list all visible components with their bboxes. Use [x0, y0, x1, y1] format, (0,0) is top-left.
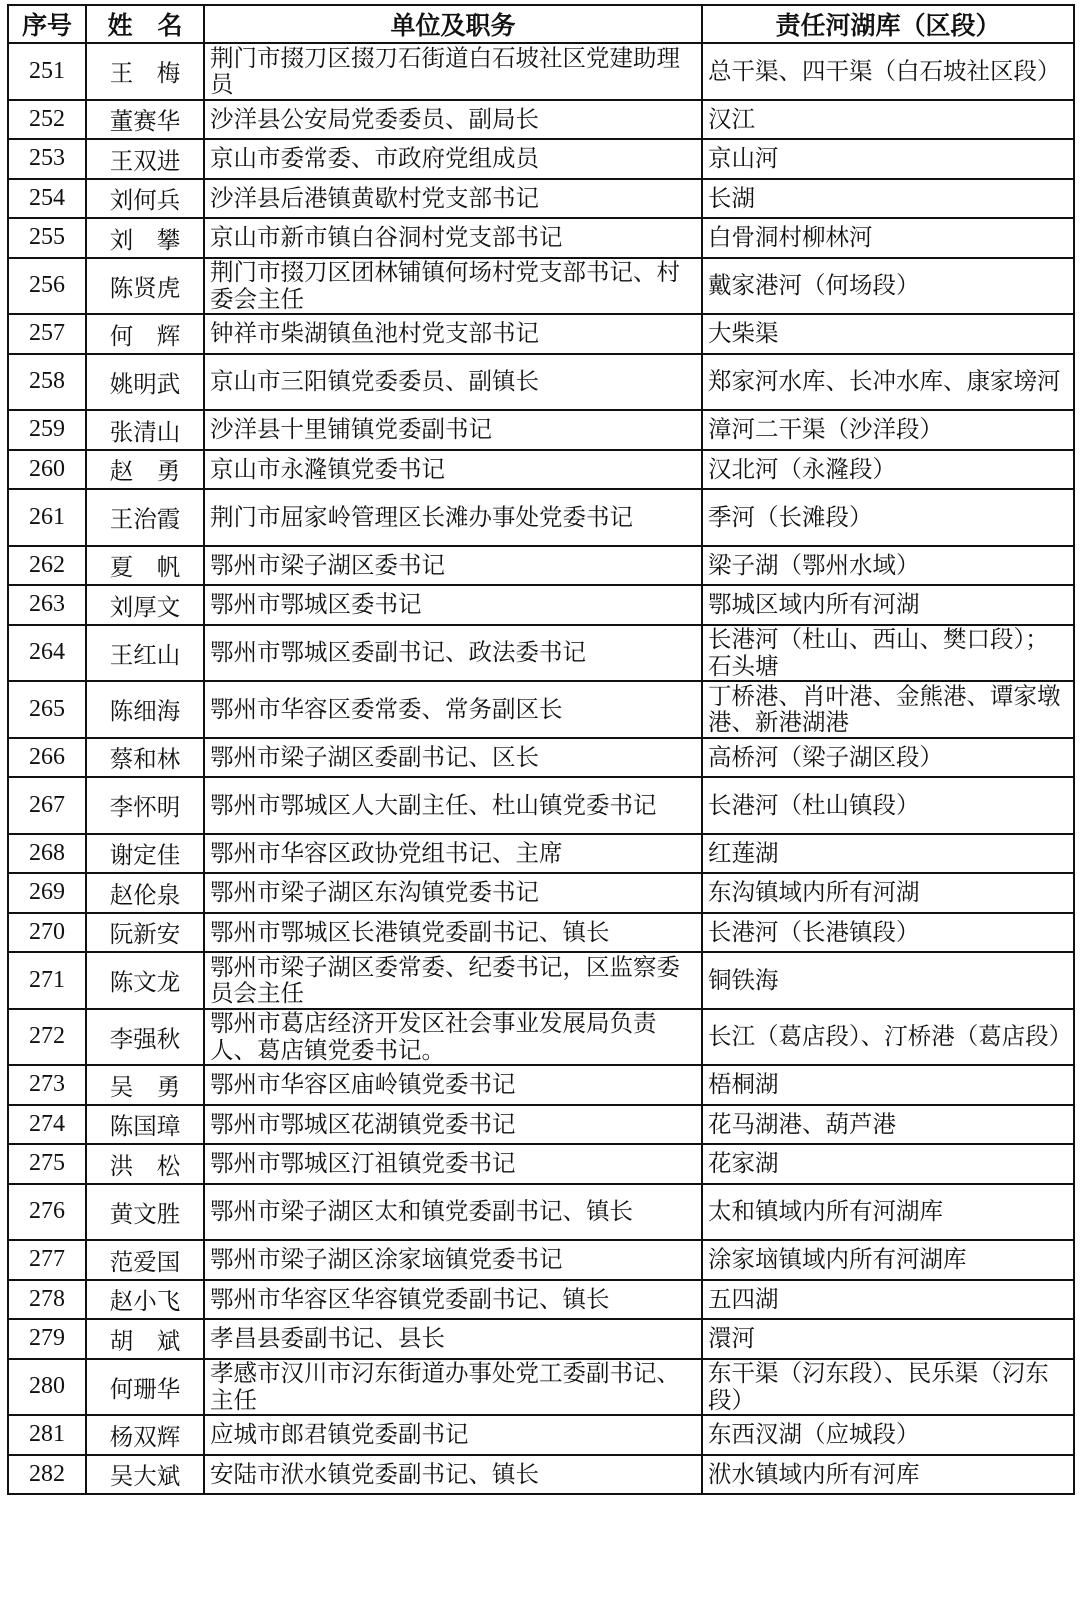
- table-row: [8, 913, 1074, 953]
- row-responsible-river: 洑水镇域内所有河库: [702, 1455, 1074, 1495]
- row-unit-position: 鄂州市鄂城区委书记: [204, 585, 702, 625]
- row-serial-number: 269: [8, 873, 86, 913]
- row-name: 洪 松: [86, 1144, 204, 1184]
- row-serial-number: 281: [8, 1415, 86, 1455]
- row-name: 王 梅: [86, 43, 204, 100]
- row-name: 谢定佳: [86, 834, 204, 874]
- table-row: [8, 585, 1074, 625]
- row-unit-position: 荆门市屈家岭管理区长滩办事处党委书记: [204, 489, 702, 546]
- table-row: [8, 1455, 1074, 1495]
- header-responsible-river: 责任河湖库（区段）: [702, 5, 1074, 43]
- row-name: 李怀明: [86, 777, 204, 834]
- table-row: [8, 179, 1074, 219]
- row-serial-number: 268: [8, 834, 86, 874]
- row-unit-position: 鄂州市华容区委常委、常务副区长: [204, 681, 702, 738]
- row-unit-position: 鄂州市鄂城区花湖镇党委书记: [204, 1105, 702, 1145]
- row-unit-position: 京山市三阳镇党委委员、副镇长: [204, 354, 702, 411]
- row-serial-number: 272: [8, 1009, 86, 1066]
- header-unit-position: 单位及职务: [204, 5, 702, 43]
- row-name: 陈文龙: [86, 952, 204, 1009]
- row-serial-number: 282: [8, 1455, 86, 1495]
- row-name: 李强秋: [86, 1009, 204, 1066]
- row-name: 阮新安: [86, 913, 204, 953]
- row-name: 吴大斌: [86, 1455, 204, 1495]
- row-unit-position: 孝感市汉川市汈东街道办事处党工委副书记、主任: [204, 1359, 702, 1416]
- table-row: [8, 1319, 1074, 1359]
- river-chief-table: [7, 4, 1075, 1495]
- row-unit-position: 京山市委常委、市政府党组成员: [204, 139, 702, 179]
- table-row: [8, 489, 1074, 546]
- row-name: 吴 勇: [86, 1065, 204, 1105]
- row-serial-number: 267: [8, 777, 86, 834]
- row-responsible-river: 涂家垴镇域内所有河湖库: [702, 1240, 1074, 1280]
- row-serial-number: 266: [8, 738, 86, 778]
- table-row: [8, 258, 1074, 315]
- row-name: 赵小飞: [86, 1280, 204, 1320]
- table-row: [8, 139, 1074, 179]
- row-unit-position: 鄂州市梁子湖区委书记: [204, 546, 702, 586]
- row-responsible-river: 季河（长滩段）: [702, 489, 1074, 546]
- row-unit-position: 京山市新市镇白谷洞村党支部书记: [204, 218, 702, 258]
- table-row: [8, 410, 1074, 450]
- row-serial-number: 275: [8, 1144, 86, 1184]
- row-unit-position: 沙洋县公安局党委委员、副局长: [204, 100, 702, 140]
- row-serial-number: 251: [8, 43, 86, 100]
- row-unit-position: 鄂州市梁子湖区太和镇党委副书记、镇长: [204, 1184, 702, 1241]
- row-serial-number: 252: [8, 100, 86, 140]
- row-responsible-river: 鄂城区域内所有河湖: [702, 585, 1074, 625]
- row-responsible-river: 长港河（杜山镇段）: [702, 777, 1074, 834]
- row-serial-number: 279: [8, 1319, 86, 1359]
- table-row: [8, 1415, 1074, 1455]
- table-row: [8, 873, 1074, 913]
- row-unit-position: 应城市郎君镇党委副书记: [204, 1415, 702, 1455]
- row-unit-position: 鄂州市鄂城区人大副主任、杜山镇党委书记: [204, 777, 702, 834]
- row-unit-position: 鄂州市华容区政协党组书记、主席: [204, 834, 702, 874]
- row-name: 陈国璋: [86, 1105, 204, 1145]
- table-row: [8, 681, 1074, 738]
- row-unit-position: 鄂州市葛店经济开发区社会事业发展局负责人、葛店镇党委书记。: [204, 1009, 702, 1066]
- table-row: [8, 314, 1074, 354]
- row-serial-number: 280: [8, 1359, 86, 1416]
- row-name: 赵伦泉: [86, 873, 204, 913]
- row-serial-number: 270: [8, 913, 86, 953]
- row-unit-position: 荆门市掇刀区掇刀石街道白石坡社区党建助理员: [204, 43, 702, 100]
- row-serial-number: 265: [8, 681, 86, 738]
- table-row: [8, 218, 1074, 258]
- row-responsible-river: 花家湖: [702, 1144, 1074, 1184]
- row-unit-position: 荆门市掇刀区团林铺镇何场村党支部书记、村委会主任: [204, 258, 702, 315]
- row-serial-number: 264: [8, 625, 86, 682]
- row-responsible-river: 梁子湖（鄂州水域）: [702, 546, 1074, 586]
- row-responsible-river: 漳河二干渠（沙洋段）: [702, 410, 1074, 450]
- row-unit-position: 沙洋县十里铺镇党委副书记: [204, 410, 702, 450]
- table-row: [8, 834, 1074, 874]
- row-name: 姚明武: [86, 354, 204, 411]
- row-name: 夏 帆: [86, 546, 204, 586]
- table-row: [8, 952, 1074, 1009]
- row-unit-position: 安陆市洑水镇党委副书记、镇长: [204, 1455, 702, 1495]
- table-row: [8, 546, 1074, 586]
- table-row: [8, 625, 1074, 682]
- row-responsible-river: 长港河（长港镇段）: [702, 913, 1074, 953]
- table-row: [8, 1009, 1074, 1066]
- row-responsible-river: 郑家河水库、长冲水库、康家塝河: [702, 354, 1074, 411]
- table-row: [8, 1240, 1074, 1280]
- row-responsible-river: 太和镇域内所有河湖库: [702, 1184, 1074, 1241]
- row-unit-position: 钟祥市柴湖镇鱼池村党支部书记: [204, 314, 702, 354]
- table-row: [8, 777, 1074, 834]
- row-name: 董赛华: [86, 100, 204, 140]
- table-row: [8, 1065, 1074, 1105]
- row-responsible-river: 梧桐湖: [702, 1065, 1074, 1105]
- header-name: 姓 名: [86, 5, 204, 43]
- header-serial-number: 序号: [8, 5, 86, 43]
- row-serial-number: 276: [8, 1184, 86, 1241]
- row-responsible-river: 汉江: [702, 100, 1074, 140]
- row-serial-number: 277: [8, 1240, 86, 1280]
- table-row: [8, 354, 1074, 411]
- row-unit-position: 鄂州市鄂城区汀祖镇党委书记: [204, 1144, 702, 1184]
- row-unit-position: 鄂州市梁子湖区委常委、纪委书记，区监察委员会主任: [204, 952, 702, 1009]
- row-responsible-river: 大柴渠: [702, 314, 1074, 354]
- row-serial-number: 258: [8, 354, 86, 411]
- row-name: 王红山: [86, 625, 204, 682]
- table-row: [8, 738, 1074, 778]
- row-name: 张清山: [86, 410, 204, 450]
- row-name: 范爱国: [86, 1240, 204, 1280]
- row-responsible-river: 长湖: [702, 179, 1074, 219]
- row-unit-position: 鄂州市华容区华容镇党委副书记、镇长: [204, 1280, 702, 1320]
- table-row: [8, 1280, 1074, 1320]
- row-unit-position: 鄂州市华容区庙岭镇党委书记: [204, 1065, 702, 1105]
- row-name: 刘何兵: [86, 179, 204, 219]
- row-serial-number: 257: [8, 314, 86, 354]
- table-body: [8, 43, 1074, 1494]
- row-responsible-river: 长江（葛店段）、汀桥港（葛店段）: [702, 1009, 1074, 1066]
- row-serial-number: 274: [8, 1105, 86, 1145]
- row-name: 刘 攀: [86, 218, 204, 258]
- table-row: [8, 1184, 1074, 1241]
- row-serial-number: 271: [8, 952, 86, 1009]
- row-responsible-river: 东干渠（汈东段）、民乐渠（汈东段）: [702, 1359, 1074, 1416]
- row-responsible-river: 京山河: [702, 139, 1074, 179]
- row-responsible-river: 汉北河（永漋段）: [702, 450, 1074, 490]
- row-responsible-river: 五四湖: [702, 1280, 1074, 1320]
- table-row: [8, 1359, 1074, 1416]
- row-responsible-river: 东沟镇域内所有河湖: [702, 873, 1074, 913]
- row-serial-number: 278: [8, 1280, 86, 1320]
- row-responsible-river: 戴家港河（何场段）: [702, 258, 1074, 315]
- row-unit-position: 沙洋县后港镇黄歇村党支部书记: [204, 179, 702, 219]
- row-serial-number: 261: [8, 489, 86, 546]
- row-name: 蔡和林: [86, 738, 204, 778]
- row-name: 胡 斌: [86, 1319, 204, 1359]
- table-row: [8, 450, 1074, 490]
- row-responsible-river: 长港河（杜山、西山、樊口段）；石头塘: [702, 625, 1074, 682]
- row-serial-number: 260: [8, 450, 86, 490]
- row-responsible-river: 澴河: [702, 1319, 1074, 1359]
- row-serial-number: 256: [8, 258, 86, 315]
- row-responsible-river: 丁桥港、肖叶港、金熊港、谭家墩港、新港湖港: [702, 681, 1074, 738]
- row-serial-number: 262: [8, 546, 86, 586]
- row-serial-number: 273: [8, 1065, 86, 1105]
- row-unit-position: 鄂州市梁子湖区涂家垴镇党委书记: [204, 1240, 702, 1280]
- row-responsible-river: 白骨洞村柳林河: [702, 218, 1074, 258]
- row-serial-number: 263: [8, 585, 86, 625]
- row-unit-position: 鄂州市梁子湖区委副书记、区长: [204, 738, 702, 778]
- table-row: [8, 100, 1074, 140]
- row-responsible-river: 高桥河（梁子湖区段）: [702, 738, 1074, 778]
- row-serial-number: 259: [8, 410, 86, 450]
- table-row: [8, 43, 1074, 100]
- table-header-row: [8, 5, 1074, 43]
- row-responsible-river: 铜铁海: [702, 952, 1074, 1009]
- table-row: [8, 1144, 1074, 1184]
- row-unit-position: 鄂州市鄂城区长港镇党委副书记、镇长: [204, 913, 702, 953]
- row-unit-position: 鄂州市鄂城区委副书记、政法委书记: [204, 625, 702, 682]
- row-serial-number: 253: [8, 139, 86, 179]
- row-name: 何 辉: [86, 314, 204, 354]
- row-unit-position: 京山市永漋镇党委书记: [204, 450, 702, 490]
- row-name: 何珊华: [86, 1359, 204, 1416]
- row-name: 赵 勇: [86, 450, 204, 490]
- row-responsible-river: 花马湖港、葫芦港: [702, 1105, 1074, 1145]
- row-serial-number: 254: [8, 179, 86, 219]
- table-row: [8, 1105, 1074, 1145]
- row-name: 杨双辉: [86, 1415, 204, 1455]
- row-unit-position: 孝昌县委副书记、县长: [204, 1319, 702, 1359]
- row-name: 刘厚文: [86, 585, 204, 625]
- row-responsible-river: 总干渠、四干渠（白石坡社区段）: [702, 43, 1074, 100]
- row-name: 黄文胜: [86, 1184, 204, 1241]
- row-name: 陈贤虎: [86, 258, 204, 315]
- row-responsible-river: 东西汊湖（应城段）: [702, 1415, 1074, 1455]
- row-responsible-river: 红莲湖: [702, 834, 1074, 874]
- row-name: 王双进: [86, 139, 204, 179]
- row-serial-number: 255: [8, 218, 86, 258]
- row-name: 陈细海: [86, 681, 204, 738]
- row-name: 王治霞: [86, 489, 204, 546]
- row-unit-position: 鄂州市梁子湖区东沟镇党委书记: [204, 873, 702, 913]
